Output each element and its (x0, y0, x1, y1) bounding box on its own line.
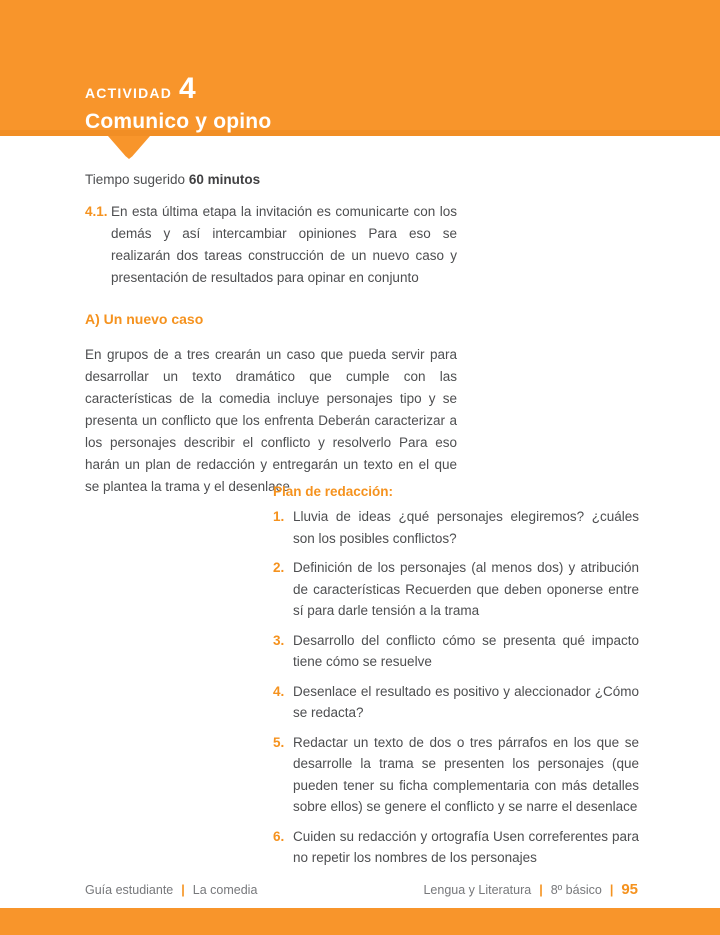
plan-item-text: Cuiden su redacción y ortografía Usen correferentes para no repetir los nombres de los personajes (293, 828, 639, 865)
bottom-orange-bar (0, 908, 720, 935)
plan-item-text: Definición de los personajes (al menos dos) y atribución de características Recuerden que deben oponerse entre sí para darle tensión a la trama (293, 560, 639, 618)
writing-plan-heading: Plan de redacción: (273, 484, 394, 499)
step-4-1-label: 4.1. (85, 204, 108, 219)
footer-separator: | (181, 883, 185, 897)
plan-item (273, 681, 639, 724)
footer-unit-title: La comedia (192, 883, 258, 897)
plan-item (273, 630, 639, 673)
section-a-heading: A) Un nuevo caso (85, 311, 204, 327)
footer-separator: | (609, 883, 614, 897)
footer-subject: Lengua y Literatura (423, 883, 532, 897)
plan-item-text: Lluvia de ideas ¿qué personajes elegiremos? ¿cuáles son los posibles conflictos? (293, 509, 639, 546)
activity-banner (0, 0, 720, 136)
footer-left (85, 883, 257, 897)
plan-item (273, 557, 639, 622)
activity-title: Comunico y opino (85, 110, 272, 133)
banner-pointer-icon (108, 136, 150, 159)
footer-separator: | (539, 883, 543, 897)
page-footer (85, 881, 638, 898)
writing-plan (273, 484, 639, 877)
page-number: 95 (621, 881, 638, 898)
suggested-time-value: 60 minutos (188, 172, 261, 187)
activity-banner-content (85, 74, 271, 134)
activity-number: 4 (179, 72, 196, 105)
activity-kicker: ACTIVIDAD (85, 85, 173, 101)
plan-item-text: Desarrollo del conflicto cómo se presenta qué impacto tiene cómo se resuelve (293, 632, 639, 669)
plan-item-number: 2. (273, 560, 285, 575)
section-a-paragraph: En grupos de a tres crearán un caso que pueda servir para desarrollar un texto dramático que cumple con las características de la comedia incluye personajes tipo y se presenta un conflicto que los enfrenta Deberán caracterizar a los personajes describir el conflicto y resolverlo Para eso harán un plan de redacción y entregarán un texto en el que se plantea la trama y el desenlace (85, 347, 457, 494)
footer-grade: 8º básico (550, 883, 602, 897)
suggested-time (85, 172, 260, 187)
suggested-time-prefix: Tiempo sugerido (85, 172, 189, 187)
plan-item-number: 1. (273, 509, 285, 524)
footer-right (423, 881, 638, 898)
plan-item-text: Desenlace el resultado es positivo y aleccionador ¿Cómo se redacta? (293, 683, 639, 720)
plan-item-number: 6. (273, 828, 285, 844)
plan-item-text: Redactar un texto de dos o tres párrafos en los que se desarrolle la trama se presenten los personajes (que pueden tener su ficha complementaria con más detalles sobre ellos) se genere el conflicto y se narre el desenlace (293, 734, 639, 814)
footer-book-title: Guía estudiante (85, 883, 174, 897)
plan-item (273, 826, 639, 869)
step-4-1 (85, 201, 457, 289)
step-4-1-text: En esta última etapa la invitación es comunicarte con los demás y así intercambiar opiniones Para eso se realizarán dos tareas construcción de un nuevo caso y presentación de resultados para opinar en conjunto (111, 204, 457, 285)
plan-item-number: 5. (273, 734, 285, 750)
plan-item-number: 3. (273, 632, 285, 648)
writing-plan-list (273, 506, 639, 869)
plan-item-number: 4. (273, 683, 285, 699)
plan-item (273, 506, 639, 549)
plan-item (273, 732, 639, 818)
